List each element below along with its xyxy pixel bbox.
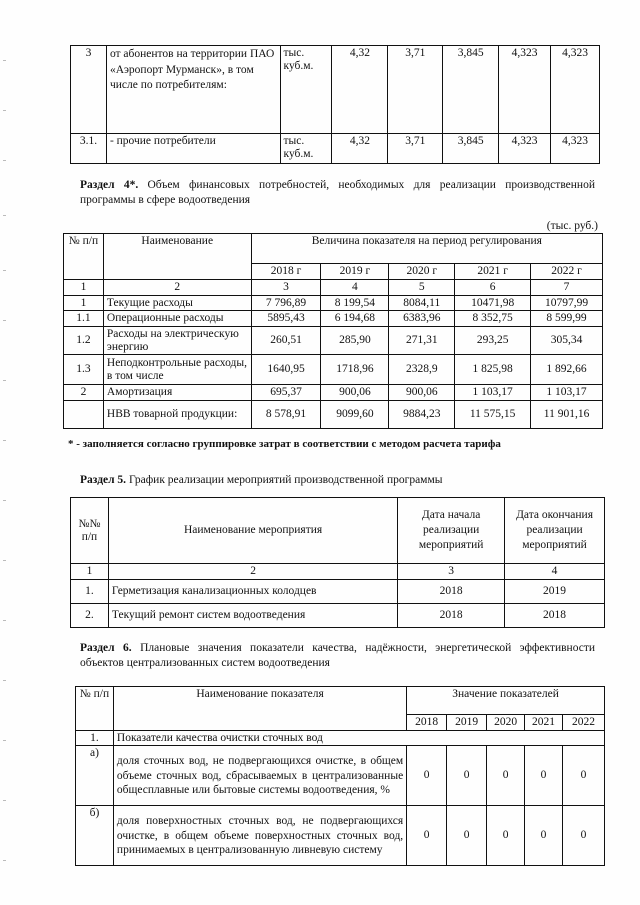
section4-footnote: * - заполняется согласно группировке затрат в соответствии с методом расчета тарифа <box>68 438 501 450</box>
header-name: Наименование показателя <box>113 687 406 731</box>
year-header: 2022 г <box>531 264 603 280</box>
value-cell: 8 352,75 <box>455 311 531 327</box>
row-number: 3 <box>71 46 107 134</box>
table-row-total <box>64 400 603 428</box>
value-cell: 4,323 <box>499 134 551 164</box>
table-row <box>76 746 605 806</box>
quality-table <box>75 686 605 866</box>
value-cell: 1 892,66 <box>531 355 603 385</box>
col-number: 3 <box>251 280 321 296</box>
value-cell: 0 <box>525 746 563 806</box>
section6-label: Раздел 6. <box>80 642 132 654</box>
value-cell: 4,32 <box>332 46 388 134</box>
table-row <box>64 326 603 354</box>
start-year: 2018 <box>398 603 505 627</box>
header-start: Дата начала реализации мероприятий <box>398 498 505 564</box>
row-name: Текущие расходы <box>103 295 251 311</box>
col-number: 6 <box>455 280 531 296</box>
header-num: №№ п/п <box>71 498 109 564</box>
row-number: 1.1 <box>64 311 104 327</box>
header-name: Наименование <box>103 234 251 280</box>
value-cell: 8 599,99 <box>531 311 603 327</box>
col-number: 7 <box>531 280 603 296</box>
value-cell: 695,37 <box>251 385 321 401</box>
scan-margin-marks <box>3 0 7 905</box>
value-cell: 285,90 <box>321 326 389 354</box>
header-period: Величина показателя на период регулирования <box>251 234 602 264</box>
header-name: Наименование мероприятия <box>108 498 397 564</box>
value-cell: 0 <box>487 746 525 806</box>
year-header: 2021 <box>525 715 563 731</box>
col-number: 2 <box>103 280 251 296</box>
row-unit: тыс. куб.м. <box>280 134 332 164</box>
row-name: Расходы на электрическую энергию <box>103 326 251 354</box>
row-name: Операционные расходы <box>103 311 251 327</box>
table-row <box>71 603 605 627</box>
table-row <box>64 295 603 311</box>
value-cell: 1 103,17 <box>455 385 531 401</box>
table-row <box>71 579 605 603</box>
row-name: доля сточных вод, не подвергающихся очистке, в общем объеме сточных вод, сбрасываемых в централизованные общесплавные или бытовые системы водоотведения, % <box>113 746 406 806</box>
value-cell: 1640,95 <box>251 355 321 385</box>
value-cell: 7 796,89 <box>251 295 321 311</box>
table-row <box>64 385 603 401</box>
value-cell: 9884,23 <box>389 400 455 428</box>
value-cell: 2328,9 <box>389 355 455 385</box>
row-name: - прочие потребители <box>106 134 280 164</box>
col-number: 5 <box>389 280 455 296</box>
header-num: № п/п <box>76 687 114 731</box>
row-number: 1. <box>76 730 114 746</box>
value-cell: 11 901,16 <box>531 400 603 428</box>
value-cell: 10471,98 <box>455 295 531 311</box>
year-header: 2021 г <box>455 264 531 280</box>
row-number: 3.1. <box>71 134 107 164</box>
value-cell: 8 199,54 <box>321 295 389 311</box>
row-number: 1 <box>64 295 104 311</box>
value-cell: 0 <box>563 746 605 806</box>
end-year: 2019 <box>505 579 605 603</box>
row-name: Герметизация канализационных колодцев <box>108 579 397 603</box>
value-cell: 293,25 <box>455 326 531 354</box>
group-name: Показатели качества очистки сточных вод <box>113 730 604 746</box>
value-cell: 0 <box>447 746 487 806</box>
value-cell: 305,34 <box>531 326 603 354</box>
col-number: 4 <box>505 564 605 580</box>
header-num: № п/п <box>64 234 104 280</box>
header-row <box>64 234 603 264</box>
section4-unit-note: (тыс. руб.) <box>546 220 598 232</box>
year-header: 2019 г <box>321 264 389 280</box>
section4-label: Раздел 4*. <box>80 179 139 191</box>
row-number: 2. <box>71 603 109 627</box>
section4-heading <box>80 178 595 208</box>
row-name: доля поверхностных сточных вод, не подвергающихся очистке, в общем объеме поверхностных сточных вод, принимаемых в централизованную ливневую систему <box>113 806 406 866</box>
row-number: а) <box>76 746 114 806</box>
row-name: Текущий ремонт систем водоотведения <box>108 603 397 627</box>
year-header: 2020 <box>487 715 525 731</box>
col-number: 4 <box>321 280 389 296</box>
end-year: 2018 <box>505 603 605 627</box>
schedule-table <box>70 497 605 628</box>
start-year: 2018 <box>398 579 505 603</box>
group-row <box>76 730 605 746</box>
section5-heading <box>80 473 595 488</box>
year-header: 2020 г <box>389 264 455 280</box>
value-cell: 271,31 <box>389 326 455 354</box>
value-cell: 0 <box>407 806 447 866</box>
row-number: 1. <box>71 579 109 603</box>
section5-title: График реализации мероприятий производственной программы <box>128 474 443 486</box>
year-header: 2019 <box>447 715 487 731</box>
value-cell: 0 <box>407 746 447 806</box>
row-number: 1.2 <box>64 326 104 354</box>
header-value: Значение показателей <box>407 687 605 715</box>
row-number <box>64 400 104 428</box>
table-row <box>64 355 603 385</box>
value-cell: 900,06 <box>389 385 455 401</box>
section6-heading <box>80 641 595 671</box>
value-cell: 1 103,17 <box>531 385 603 401</box>
value-cell: 6383,96 <box>389 311 455 327</box>
header-row <box>76 687 605 715</box>
col-number: 1 <box>64 280 104 296</box>
row-number: 2 <box>64 385 104 401</box>
volume-table <box>70 45 600 164</box>
table-row <box>64 311 603 327</box>
value-cell: 0 <box>563 806 605 866</box>
section5-label: Раздел 5. <box>80 474 127 486</box>
table-row <box>71 134 600 164</box>
col-number: 1 <box>71 564 109 580</box>
value-cell: 4,323 <box>551 46 600 134</box>
value-cell: 0 <box>487 806 525 866</box>
value-cell: 3,71 <box>388 46 443 134</box>
row-unit: тыс. куб.м. <box>280 46 332 134</box>
value-cell: 260,51 <box>251 326 321 354</box>
value-cell: 8084,11 <box>389 295 455 311</box>
year-header: 2022 <box>563 715 605 731</box>
value-cell: 8 578,91 <box>251 400 321 428</box>
value-cell: 0 <box>525 806 563 866</box>
row-number: б) <box>76 806 114 866</box>
value-cell: 3,845 <box>443 46 499 134</box>
col-number: 2 <box>108 564 397 580</box>
value-cell: 4,323 <box>499 46 551 134</box>
value-cell: 5895,43 <box>251 311 321 327</box>
value-cell: 0 <box>447 806 487 866</box>
year-header: 2018 г <box>251 264 321 280</box>
table-row <box>71 46 600 134</box>
value-cell: 9099,60 <box>321 400 389 428</box>
year-header: 2018 <box>407 715 447 731</box>
row-name: от абонентов на территории ПАО «Аэропорт Мурманск», в том числе по потребителям: <box>106 46 280 134</box>
header-row <box>71 498 605 564</box>
value-cell: 900,06 <box>321 385 389 401</box>
finance-table <box>63 233 603 429</box>
value-cell: 1 825,98 <box>455 355 531 385</box>
section4-title: Объем финансовых потребностей, необходимых для реализации производственной программы в сфере водоотведения <box>80 179 595 206</box>
header-end: Дата окончания реализации мероприятий <box>505 498 605 564</box>
row-name: Амортизация <box>103 385 251 401</box>
col-number-row <box>71 564 605 580</box>
value-cell: 3,71 <box>388 134 443 164</box>
row-number: 1.3 <box>64 355 104 385</box>
col-number-row <box>64 280 603 296</box>
value-cell: 3,845 <box>443 134 499 164</box>
value-cell: 4,32 <box>332 134 388 164</box>
col-number: 3 <box>398 564 505 580</box>
value-cell: 4,323 <box>551 134 600 164</box>
row-name: НВВ товарной продукции: <box>103 400 251 428</box>
value-cell: 10797,99 <box>531 295 603 311</box>
value-cell: 6 194,68 <box>321 311 389 327</box>
row-name: Неподконтрольные расходы, в том числе <box>103 355 251 385</box>
table-row <box>76 806 605 866</box>
value-cell: 1718,96 <box>321 355 389 385</box>
value-cell: 11 575,15 <box>455 400 531 428</box>
section6-title: Плановые значения показатели качества, надёжности, энергетической эффективности объектов централизованных систем водоотведения <box>80 642 596 669</box>
